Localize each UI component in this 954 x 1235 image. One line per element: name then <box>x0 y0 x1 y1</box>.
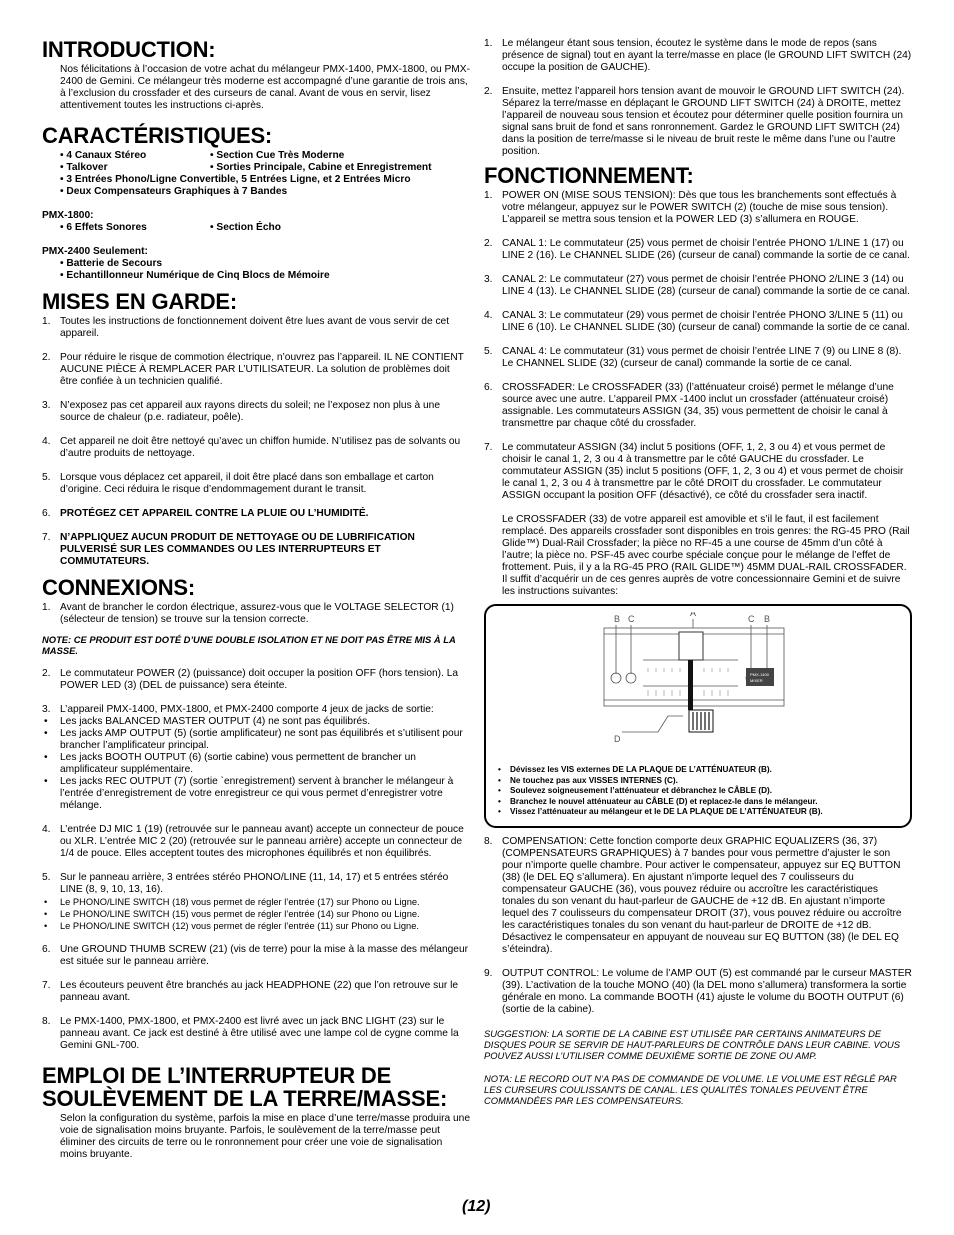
pmx2400-features <box>42 258 470 282</box>
feature-item: • 6 Effets Sonores <box>60 222 147 233</box>
connexion-item: 6. Une GROUND THUMB SCREW (21) (vis de terre) pour la mise à la masse des mélangeur est située sur le panneau arrière. <box>42 944 468 967</box>
operation-item: 5. CANAL 4: Le commutateur (31) vous permet de choisir l’entrée LINE 7 (9) ou LINE 8 (8). Le CHANNEL SLIDE (32) (curseur de canal) commande la sortie de ce canal. <box>484 346 902 369</box>
feature-item: • 4 Canaux Stéreo <box>60 150 147 161</box>
connexion-bullet: • Les jacks BOOTH OUTPUT (6) (sortie cabine) vous permettent de brancher un amplificateur supplémentaire. <box>44 752 416 775</box>
operation-heading: FONCTIONNEMENT: <box>484 163 694 188</box>
ground-step: 1. Le mélangeur étant sous tension, écoutez le système dans le mode de repos (sans présence de signal) tout en ayant la terre/masse en place (le GROUND LIFT SWITCH (24) occupe la position de GAUCHE). <box>484 38 912 73</box>
svg-text:MIXER: MIXER <box>750 678 763 683</box>
operation-item: 1. POWER ON (MISE SOUS TENSION): Dès que tous les branchements sont effectués à votre mélangeur, appuyez sur le POWER SWITCH (2) (touche de mise sous tension). L’appareil se mettra sous tension et la POWER LED (3) s’allumera en ROUGE. <box>484 190 897 225</box>
box-bullet: • Ne touchez pas aux VISSES INTERNES (C). <box>498 775 678 785</box>
crossfader-diagram <box>498 612 902 760</box>
connexion-item: 4. L’entrée DJ MIC 1 (19) (retrouvée sur le panneau avant) accepte un connecteur de pouce ou XLR. L’entrée MIC 2 (20) (retrouvée sur le panneau arrière) accepte un connecteur de 1/4 de pouce. Elles acceptent toutes des microphones équilibrés et non équilibrés. <box>42 824 464 859</box>
operation-item: 2. CANAL 1: Le commutateur (25) vous permet de choisir l’entrée PHONO 1/LINE 1 (17) ou LINE 2 (16). Le CHANNEL SLIDE (26) (curseur de canal) commande la sortie de ce canal. <box>484 238 910 261</box>
label-a: A <box>690 612 697 618</box>
features-heading: CARACTÉRISTIQUES: <box>42 123 273 148</box>
label-c-left: C <box>628 614 635 624</box>
ground-text: Selon la configuration du système, parfois la mise en place d’une terre/masse produira une voie de signalisation moins bruyante. Parfois, le soulèvement de la terre/masse peut éliminer des circuits de terre ou le ronronnement pour créer une voie de signalisation moins bruyante. <box>60 1113 470 1160</box>
crossfader-knob <box>679 632 703 660</box>
connexion-bullet: • Les jacks REC OUTPUT (7) (sortie `enregistrement) servent à brancher le mélangeur à l’entrée d’enregistrement de votre enregistreur ce qui vous permet d’enregistrer votre mélange. <box>44 776 454 811</box>
ground-step: 2. Ensuite, mettez l’appareil hors tension avant de mouvoir le GROUND LIFT SWITCH (24). Séparez la terre/masse en déplaçant le GROUND LIFT SWITCH (24) à DROITE, mettez l’appareil de nouveau sous tension et écoutez pour déterminer quelle position fournira un signal sans bruit de fond et sans ronronnement. Gardez le GROUND LIFT SWITCH (24) dans la position de terre/masse si le niveau de bruit reste le même dans l’une ou l’autre position. <box>484 86 905 157</box>
connexion-item: 5. Sur le panneau arrière, 3 entrées stéréo PHONO/LINE (11, 14, 17) et 5 entrées stéréo LINE (8, 9, 10, 13, 16). <box>42 872 449 895</box>
connexion-note: NOTE: CE PRODUIT EST DOTÉ D’UNE DOUBLE ISOLATION ET NE DOIT PAS ÊTRE MIS À LA MASSE. <box>42 634 456 656</box>
ground-heading: EMPLOI DE L’INTERRUPTEUR DE SOULÈVEMENT DE LA TERRE/MASSE: <box>42 1063 448 1111</box>
feature-item: • Sorties Principale, Cabine et Enregistrement <box>210 162 432 173</box>
connexion-bullet: • Les jacks BALANCED MASTER OUTPUT (4) ne sont pas équilibrés. <box>44 716 371 727</box>
pmx2400-label: PMX-2400 Seulement: <box>42 246 148 257</box>
connexion-item: 8. Le PMX-1400, PMX-1800, et PMX-2400 est livré avec un jack BNC LIGHT (23) sur le panneau avant. Ce jack est destiné à être utilisé avec une lampe col de cygne comme la Gemini GNL-700. <box>42 1016 459 1051</box>
connexion-bullet: • Le PHONO/LINE SWITCH (15) vous permet de régler l’entrée (14) sur Phono ou Ligne. <box>44 909 420 919</box>
operation-item: 8. COMPENSATION: Cette fonction comporte deux GRAPHIC EQUALIZERS (36, 37) (COMPENSATEURS GRAPHIQUES) à 7 bandes pour vous permettre d’ajuster le son pour n’importe quelle chambre. Pour activer le compensateur, appuyez sur EQ BUTTON (38) (le DEL EQ s’allumera). En ajustant n’importe lequel des 7 coulisseurs du compensateur GAUCHE (36), vous pouvez réduire ou accroître les caractéristiques tonales du son venant du haut-parleur de GAUCHE de +12 dB. En ajustant n’importe lequel des 7 coulisseurs du compensateur DROIT (37), vous pouvez réduire ou accroître les caractéristiques tonales du son venant du haut-parleur de DROITE de +12 dB. Désactivez le compensateur en appuyant de nouveau sur EQ BUTTON (38) (le DEL EQ s’éteindra). <box>484 835 902 955</box>
connexion-item: 3. L’appareil PMX-1400, PMX-1800, et PMX-2400 comporte 4 jeux de jacks de sortie: <box>42 704 434 715</box>
features-list <box>42 150 470 198</box>
feature-item: • Echantillonneur Numérique de Cinq Blocs de Mémoire <box>60 270 330 281</box>
connexion-item: 1. Avant de brancher le cordon électrique, assurez-vous que le VOLTAGE SELECTOR (1) (sélecteur de tension) se trouve sur la tension correcte. <box>42 602 454 625</box>
intro-heading: INTRODUCTION: <box>42 37 216 62</box>
warning-item: 1. Toutes les instructions de fonctionnement doivent être lues avant de vous servir de cet appareil. <box>42 316 450 339</box>
label-d: D <box>614 734 621 744</box>
nota-note: NOTA: LE RECORD OUT N’A PAS DE COMMANDE DE VOLUME. LE VOLUME EST RÉGLÉ PAR LES CURSEURS COULISSANTS DE CANAL. LES QUALITÉS TONALES PEUVENT ÊTRE COMMANDÉES PAR LES COMPENSATEURS. <box>484 1072 897 1106</box>
warning-item: 5. Lorsque vous déplacez cet appareil, il doit être placé dans son emballage et carton d’origine. Ceci réduira le risque d’endommagement durant le transit. <box>42 472 434 495</box>
operation-item: 9. OUTPUT CONTROL: Le volume de l’AMP OUT (5) est commandé par le curseur MASTER (39). L’activation de la touche MONO (40) (la DEL mono s’allumera) transformera la sortie générale en mono. La commande BOOTH (41) ajuste le volume du BOOTH OUTPUT (6) (sortie de la cabine). <box>484 967 912 1015</box>
connexion-item: 7. Les écouteurs peuvent être branchés au jack HEADPHONE (22) que l’on retrouve sur le panneau avant. <box>42 980 459 1003</box>
connexion-bullet: • Le PHONO/LINE SWITCH (12) vous permet de régler l’entrée (11) sur Phono ou Ligne. <box>44 921 419 931</box>
box-bullet: • Branchez le nouvel atténuateur au CÂBLE (D) et replacez-le dans le mélangeur. <box>498 796 818 806</box>
gemini-logo-badge <box>746 668 774 686</box>
suggestion-note: SUGGESTION: LA SORTIE DE LA CABINE EST UTILISÉE PAR CERTAINS ANIMATEURS DE DISQUES POUR SE SERVIR DE HAUT-PARLEURS DE CONTRÔLE DANS LEUR CABINE. VOUS POUVEZ AUSSI L’UTILISER COMME DEUXIÈME SORTIE DE ZONE OU AMP. <box>484 1027 901 1061</box>
operation-item: 7. Le commutateur ASSIGN (34) inclut 5 positions (OFF, 1, 2, 3 ou 4) et vous permet de choisir le canal 1, 2, 3 ou 4 à transmettre par le côté GAUCHE du crossfader. Le commutateur ASSIGN (35) inclut 5 positions (OFF, 1, 2, 3 ou 4) et vous permet de choisir le canal 1, 2, 3 ou 4 à transmettre par le côté DROIT du crossfader. Le commutateur ASSIGN occupant la position OFF (désactivé), ce côté du crossfader sera inactif. <box>484 442 904 501</box>
crossfader-shaft <box>688 660 693 710</box>
operation-item: 3. CANAL 2: Le commutateur (27) vous permet de choisir l’entrée PHONO 2/LINE 3 (14) ou LINE 4 (13). Le CHANNEL SLIDE (28) (curseur de canal) commande la sortie de ce canal. <box>484 274 910 297</box>
pmx1800-features <box>42 222 470 234</box>
warning-item: 3. N’exposez pas cet appareil aux rayons directs du soleil; ne l’exposez non plus à une source de chaleur (p.e. radiateur, poêle). <box>42 400 440 423</box>
operation-item: 6. CROSSFADER: Le CROSSFADER (33) (l’atténuateur croisé) permet le mélange d’une source avec une autre. L’appareil PMX -1400 inclut un crossfader (atténuateur croisé) assignable. Les commutateurs ASSIGN (34, 35) vous permettent de choisir le canal à transmettre par chaque côté du crossfader. <box>484 382 894 429</box>
feature-item: • Deux Compensateurs Graphiques à 7 Bandes <box>60 186 288 197</box>
label-b-right: B <box>764 614 771 624</box>
operation-item: 4. CANAL 3: Le commutateur (29) vous permet de choisir l’entrée PHONO 3/LINE 5 (11) ou LINE 6 (10). Le CHANNEL SLIDE (30) (curseur de canal) commande la sortie de ce canal. <box>484 310 910 333</box>
warnings-heading: MISES EN GARDE: <box>42 289 238 314</box>
right-column <box>484 38 912 1106</box>
svg-text:PMX-1400: PMX-1400 <box>750 672 769 677</box>
warning-item: 6. PROTÉGEZ CET APPAREIL CONTRE LA PLUIE OU L’HUMIDITÉ. <box>42 508 369 519</box>
warnings-list <box>42 316 470 568</box>
page-number: (12) <box>462 1198 491 1215</box>
intro-text: Nos félicitations à l’occasion de votre achat du mélangeur PMX-1400, PMX-1800, ou PMX-2400 de Gemini. Ce mélangeur très moderne est accompagné d’une garantie de trois ans, à l’exclusion du crossfader et des curseurs de canal. Avant de vous en servir, lisez attentivement toutes les instructions ci-après. <box>60 64 470 111</box>
box-bullet: • Vissez l’atténuateur au mélangeur et le DE LA PLAQUE DE L’ATTÉNUATEUR (B). <box>498 807 823 816</box>
connexion-item: 2. Le commutateur POWER (2) (puissance) doit occuper la position OFF (hors tension). La POWER LED (3) (DEL de puissance) sera éteinte. <box>42 668 459 691</box>
crossfader-diagram-box <box>484 604 912 828</box>
warning-item: 2. Pour réduire le risque de commotion électrique, n’ouvrez pas l’appareil. IL NE CONTIENT AUCUNE PIÈCE À REMPLACER PAR L’UTILISATEUR. La solution de problèmes doit être confiée à un technicien qualifié. <box>42 352 464 387</box>
label-c-right: C <box>748 614 755 624</box>
crossfader-replacement-text: Le CROSSFADER (33) de votre appareil est amovible et s’il le faut, il est facilement remplacé. Des appareils crossfader sont disponibles en trois genres: the RG-45 PRO (Rail Glide™) Dual-Rail Crossfader; la pièce no RF-45 a une course de 45mm d’un côté à l’autre; la pièce no. PSF-45 avec courbe spéciale conçue pour le mélange de l’effet de frottement. Puis, il y a la RG-45 PRO (RAIL GLIDE™) 45MM DUAL-RAIL CROSSFADER. Il suffit d’acquérir un de ces genres auprès de votre concessionnaire Gemini et de suivre les instructions suivantes: <box>502 514 910 597</box>
warning-item: 7. N’APPLIQUEZ AUCUN PRODUIT DE NETTOYAGE OU DE LUBRIFICATION PULVERISÉ SUR LES COMMANDES OU LES INTERRUPTEURS ET COMMUTATEURS. <box>42 532 415 567</box>
feature-item: • 3 Entrées Phono/Ligne Convertible, 5 Entrées Ligne, et 2 Entrées Micro <box>60 174 411 185</box>
connexion-bullet: • Les jacks AMP OUTPUT (5) (sortie amplificateur) ne sont pas équilibrés et s’utilisent pour brancher l’amplificateur principal. <box>44 728 463 751</box>
connexions-heading: CONNEXIONS: <box>42 575 196 600</box>
feature-item: • Batterie de Secours <box>60 258 163 269</box>
warning-item: 4. Cet appareil ne doit être nettoyé qu’avec un chiffon humide. N’utilisez pas de solvants ou d’autre produits de nettoyage. <box>42 436 461 459</box>
label-b-left: B <box>614 614 621 624</box>
pmx1800-label: PMX-1800: <box>42 210 94 221</box>
feature-item: • Section Cue Très Moderne <box>210 150 345 161</box>
box-bullet: • Dévissez les VIS externes DE LA PLAQUE DE L’ATTÉNUATEUR (B). <box>498 765 772 774</box>
feature-item: • Talkover <box>60 162 108 173</box>
left-column <box>42 38 470 1161</box>
box-bullet: • Soulevez soigneusement l’atténuateur et débranchez le CÂBLE (D). <box>498 786 773 795</box>
feature-item: • Section Écho <box>210 222 281 233</box>
connexion-bullet: • Le PHONO/LINE SWITCH (18) vous permet de régler l’entrée (17) sur Phono ou Ligne. <box>44 897 420 907</box>
